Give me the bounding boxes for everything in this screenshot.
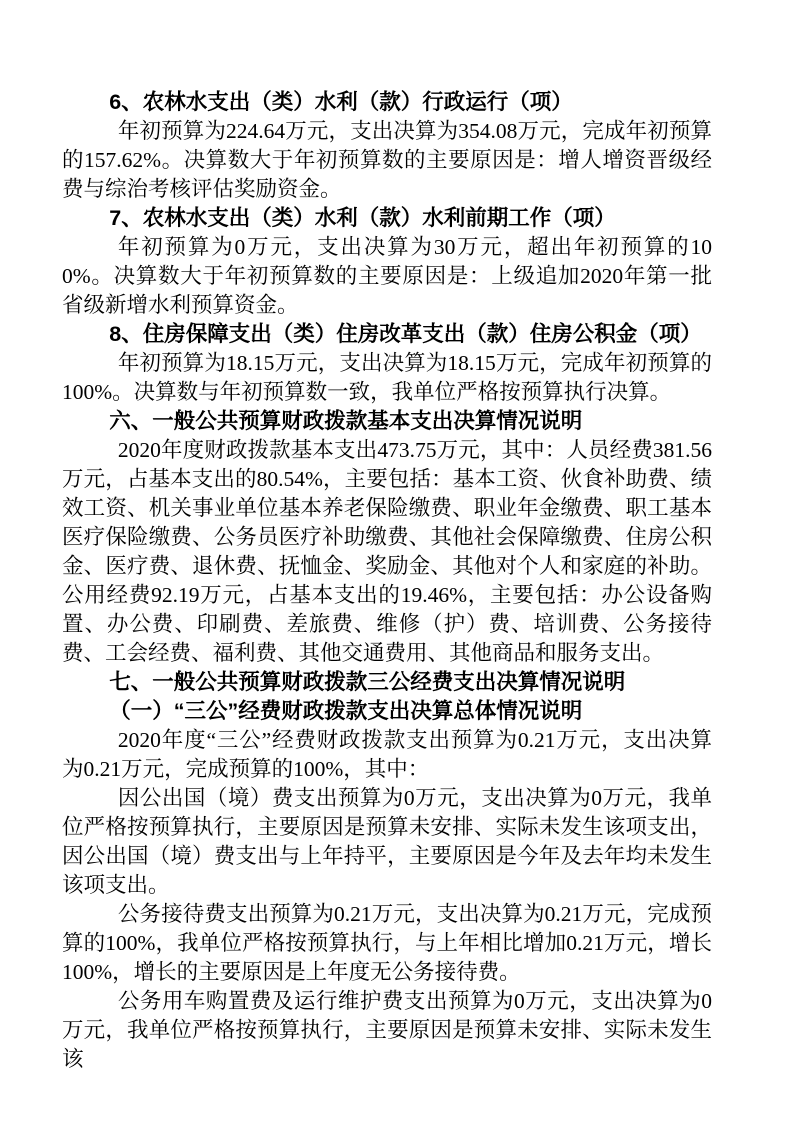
paragraph: 公务用车购置费及运行维护费支出预算为0万元，支出决算为0万元，我单位严格按预算执行，主要原因是预算未安排、实际未发生该 [62,989,712,1071]
paragraph: 年初预算为18.15万元，支出决算为18.15万元，完成年初预算的100%。决算数与年初预算数一致，我单位严格按预算执行决算。 [62,351,712,404]
section-heading: 七、一般公共预算财政拨款三公经费支出决算情况说明 [109,670,626,694]
section-heading: 8、住房保障支出（类）住房改革支出（款）住房公积金（项） [109,322,702,346]
paragraph: 因公出国（境）费支出预算为0万元，支出决算为0万元，我单位严格按预算执行，主要原因是预算未安排、实际未发生该项支出，因公出国（境）费支出与上年持平，主要原因是今年及去年均未发生该项支出。 [62,786,712,897]
section-heading: 7、农林水支出（类）水利（款）水利前期工作（项） [109,206,616,230]
section-heading: （一）“三公”经费财政拨款支出决算总体情况说明 [109,699,583,723]
document-content [62,88,712,1074]
paragraph: 年初预算为224.64万元，支出决算为354.08万元，完成年初预算的157.62%。决算数大于年初预算数的主要原因是：增人增资晋级经费与综治考核评估奖励资金。 [62,119,712,201]
paragraph: 年初预算为0万元，支出决算为30万元，超出年初预算的100%。决算数大于年初预算数的主要原因是：上级追加2020年第一批省级新增水利预算资金。 [62,235,712,317]
paragraph: 2020年度“三公”经费财政拨款支出预算为0.21万元，支出决算为0.21万元，完成预算的100%，其中： [62,728,712,781]
section-heading: 六、一般公共预算财政拨款基本支出决算情况说明 [109,409,583,433]
paragraph: 公务接待费支出预算为0.21万元，支出决算为0.21万元，完成预算的100%，我单位严格按预算执行，与上年相比增加0.21万元，增长100%，增长的主要原因是上年度无公务接待费。 [62,902,712,984]
section-heading: 6、农林水支出（类）水利（款）行政运行（项） [109,90,573,114]
paragraph: 2020年度财政拨款基本支出473.75万元，其中：人员经费381.56万元，占基本支出的80.54%，主要包括：基本工资、伙食补助费、绩效工资、机关事业单位基本养老保险缴费、职业年金缴费、职工基本医疗保险缴费、公务员医疗补助缴费、其他社会保障缴费、住房公积金、医疗费、退休费、抚恤金、奖励金、其他对个人和家庭的补助。公用经费92.19万元，占基本支出的19.46%，主要包括：办公设备购置、办公费、印刷费、差旅费、维修（护）费、培训费、公务接待费、工会经费、福利费、其他交通费用、其他商品和服务支出。 [62,438,712,665]
